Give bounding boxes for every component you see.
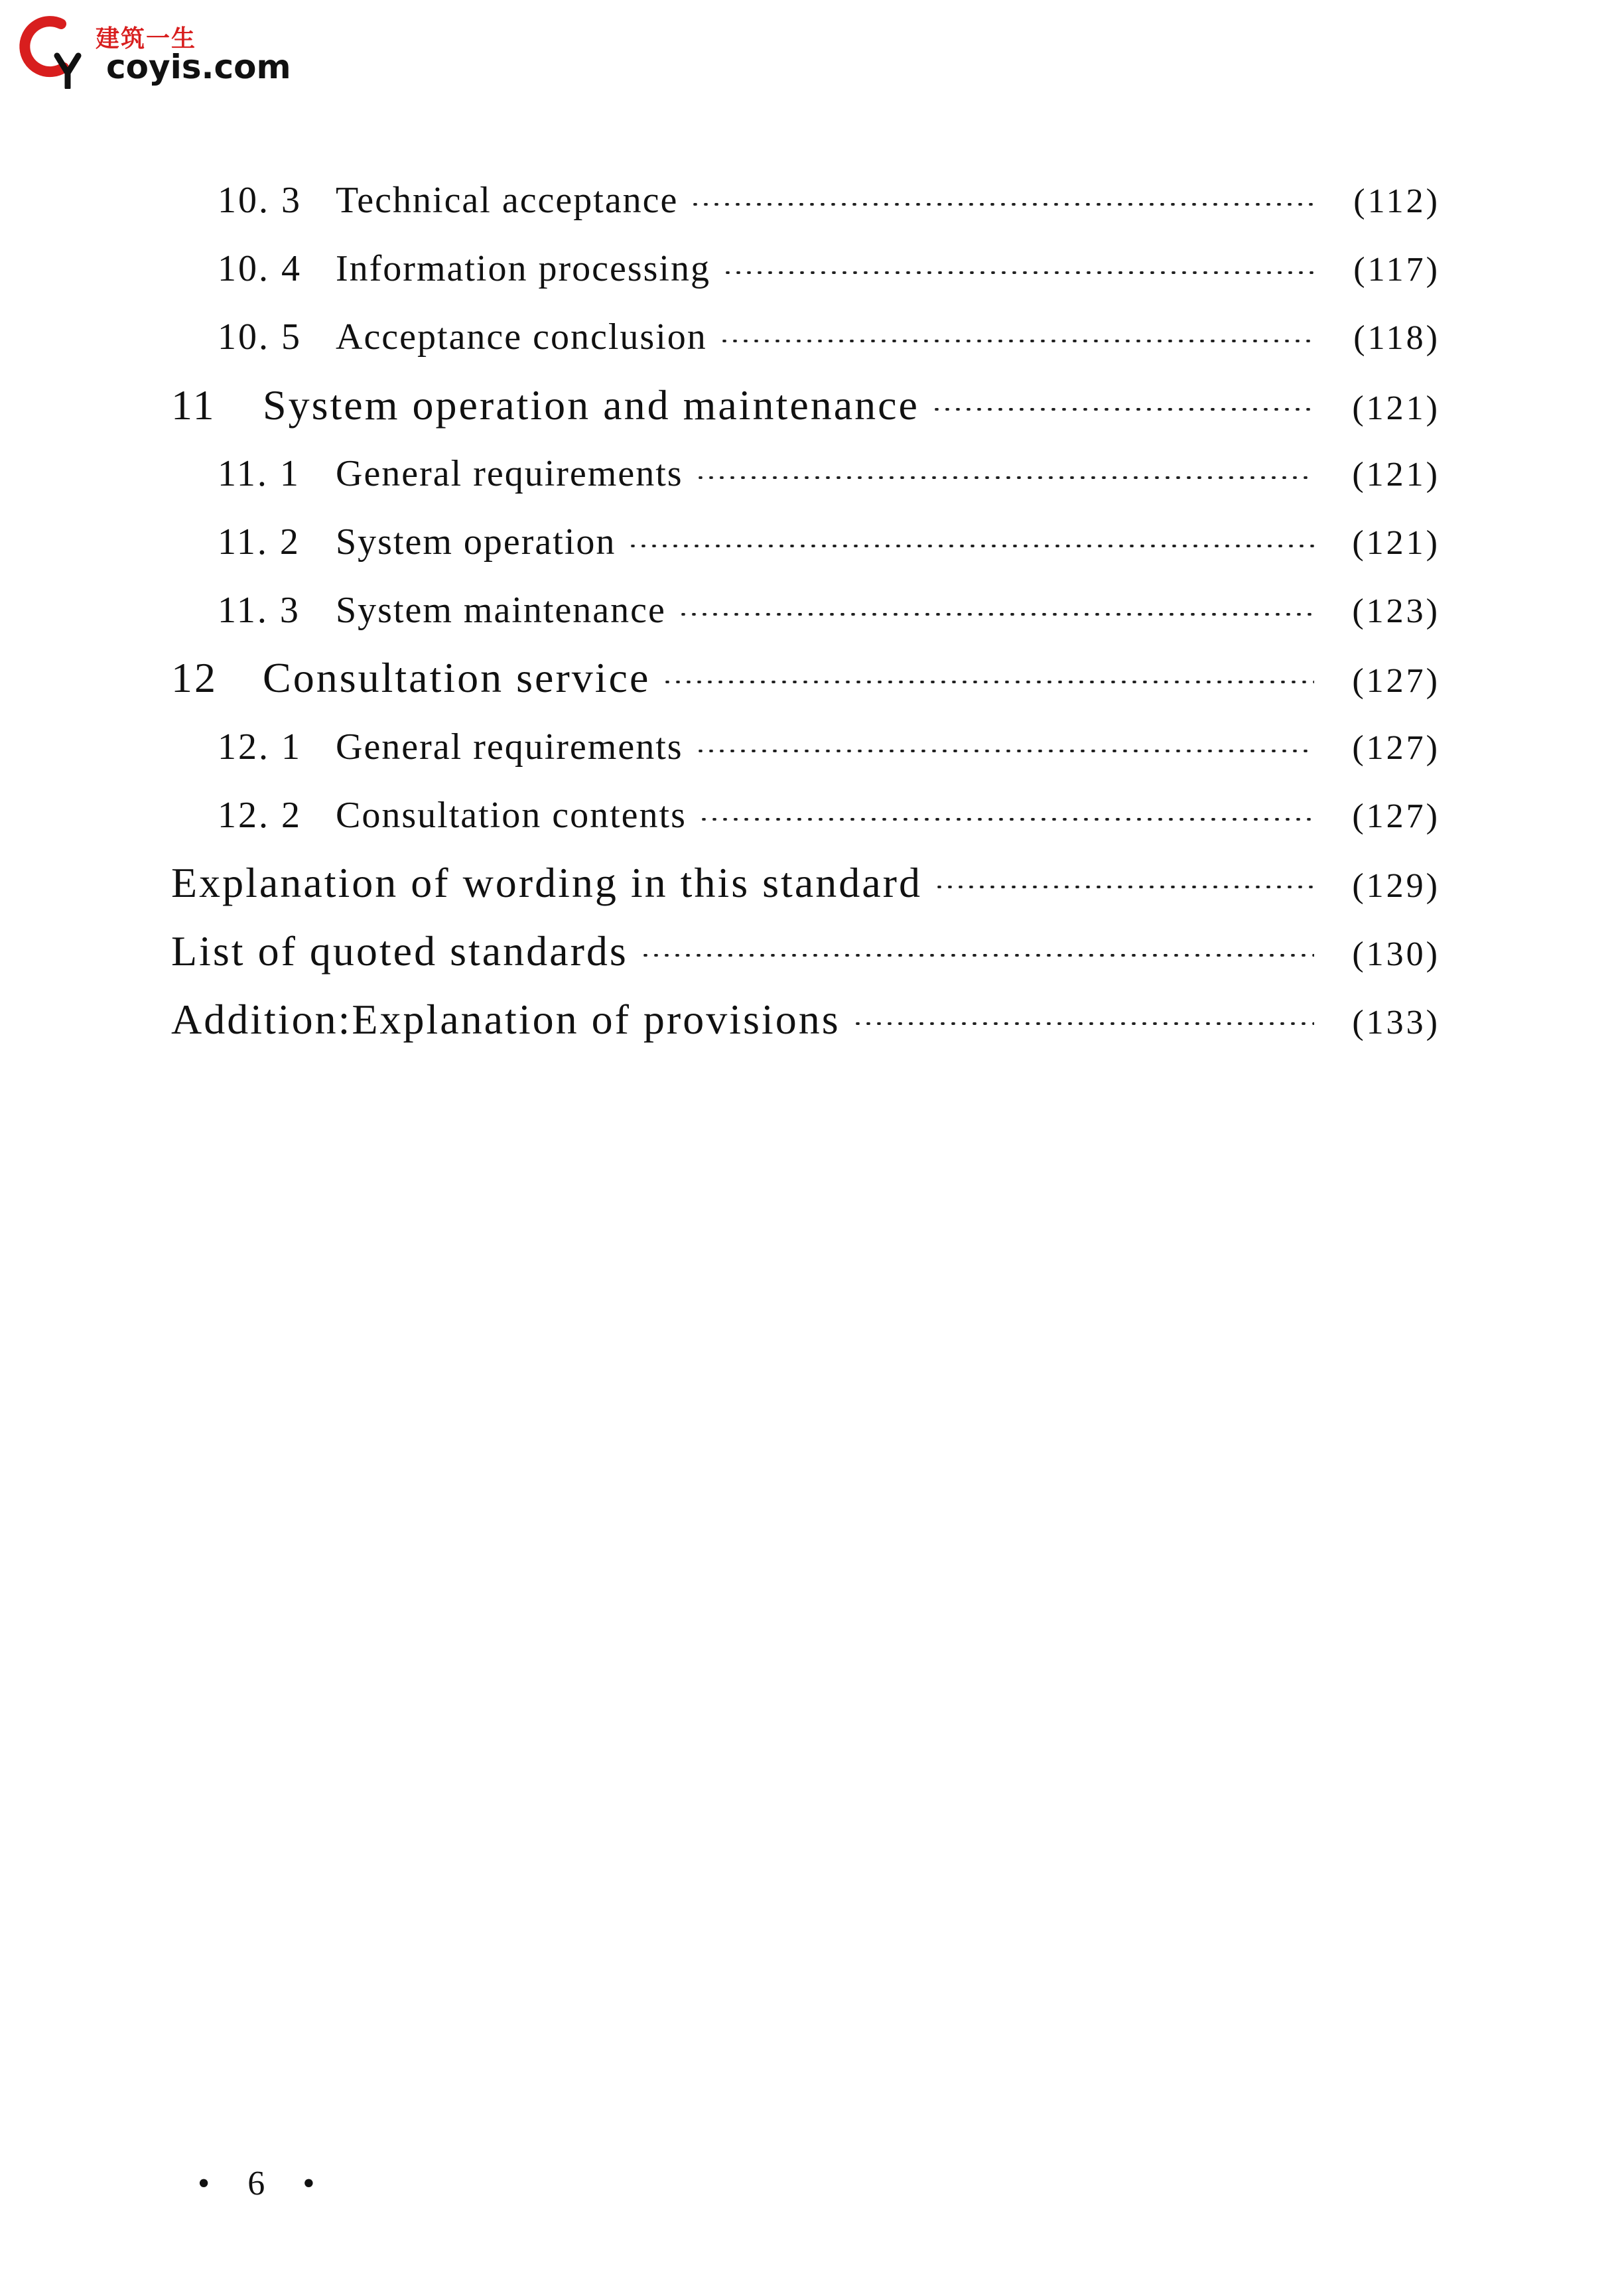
page-number: • 6 • [198, 2165, 330, 2202]
toc-page: (130) [1352, 935, 1440, 973]
toc-title: Addition:Explanation of provisions [171, 996, 841, 1043]
watermark-logo [9, 9, 291, 89]
toc-entry-explanation-of-provisions[interactable] [171, 995, 1440, 1044]
toc-entry-10-3[interactable] [218, 179, 1440, 222]
watermark-en: coyis.com [106, 48, 291, 86]
toc-title: General requirements [336, 453, 683, 494]
toc-entry-10-4[interactable] [218, 247, 1440, 290]
toc-page: (127) [1352, 797, 1440, 835]
toc-title: Acceptance conclusion [336, 316, 707, 358]
toc-leader-dots [662, 681, 1314, 683]
toc-entry-10-5[interactable] [218, 316, 1440, 358]
toc-title: Information processing [336, 248, 710, 289]
toc-number: 12. 2 [218, 795, 302, 836]
toc-number: 11 [171, 381, 216, 429]
toc-page: (129) [1352, 867, 1440, 905]
toc-title: Explanation of wording in this standard [171, 859, 922, 906]
toc-leader-dots [628, 545, 1314, 547]
toc-page: (121) [1352, 389, 1440, 427]
toc-page: (121) [1352, 524, 1440, 562]
toc-leader-dots [719, 340, 1314, 342]
toc-page: (117) [1353, 251, 1440, 289]
toc-number: 10. 3 [218, 180, 302, 221]
toc-number: 11. 1 [218, 453, 301, 494]
toc-entry-quoted-standards[interactable] [171, 927, 1440, 976]
toc-page: (133) [1352, 1004, 1440, 1042]
toc-title: Technical acceptance [336, 180, 679, 221]
toc-title: List of quoted standards [171, 927, 628, 975]
toc-number: 12. 1 [218, 726, 302, 768]
toc-leader-dots [678, 613, 1314, 616]
cy-logo-icon [9, 9, 96, 89]
toc-leader-dots [934, 886, 1314, 888]
toc-entry-12[interactable] [171, 653, 1440, 703]
toc-leader-dots [931, 408, 1314, 411]
toc-title: System maintenance [336, 590, 666, 631]
toc-page: (127) [1352, 662, 1440, 700]
toc-page: (127) [1352, 729, 1440, 767]
toc-title: System operation [336, 521, 616, 563]
toc-number: 10. 5 [218, 316, 302, 358]
toc-leader-dots [722, 271, 1314, 274]
toc-entry-11-2[interactable] [218, 521, 1440, 563]
toc-number: 11. 3 [218, 590, 301, 631]
toc-entry-explanation-of-wording[interactable] [171, 858, 1440, 908]
toc-page: (112) [1353, 182, 1440, 220]
toc-number: 12 [171, 654, 218, 701]
toc-leader-dots [695, 476, 1314, 479]
toc-leader-dots [640, 954, 1314, 957]
toc-leader-dots [699, 818, 1314, 821]
toc-title: Consultation contents [336, 795, 687, 836]
toc-entry-11[interactable] [171, 381, 1440, 430]
toc-page: (121) [1352, 456, 1440, 494]
toc-entry-11-3[interactable] [218, 589, 1440, 632]
toc-page: (118) [1353, 319, 1440, 357]
toc-title: System operation and maintenance [263, 381, 919, 429]
watermark-cn: 建筑一生 [96, 25, 197, 52]
toc-entry-12-1[interactable] [218, 726, 1440, 768]
toc-leader-dots [695, 750, 1314, 752]
toc-entry-12-2[interactable] [218, 794, 1440, 837]
toc-number: 11. 2 [218, 521, 301, 563]
toc-leader-dots [690, 203, 1314, 206]
toc-entry-11-1[interactable] [218, 452, 1440, 495]
toc-title: General requirements [336, 726, 683, 768]
toc-leader-dots [852, 1022, 1314, 1025]
toc-title: Consultation service [263, 654, 651, 701]
toc-number: 10. 4 [218, 248, 302, 289]
toc-page: (123) [1352, 592, 1440, 630]
